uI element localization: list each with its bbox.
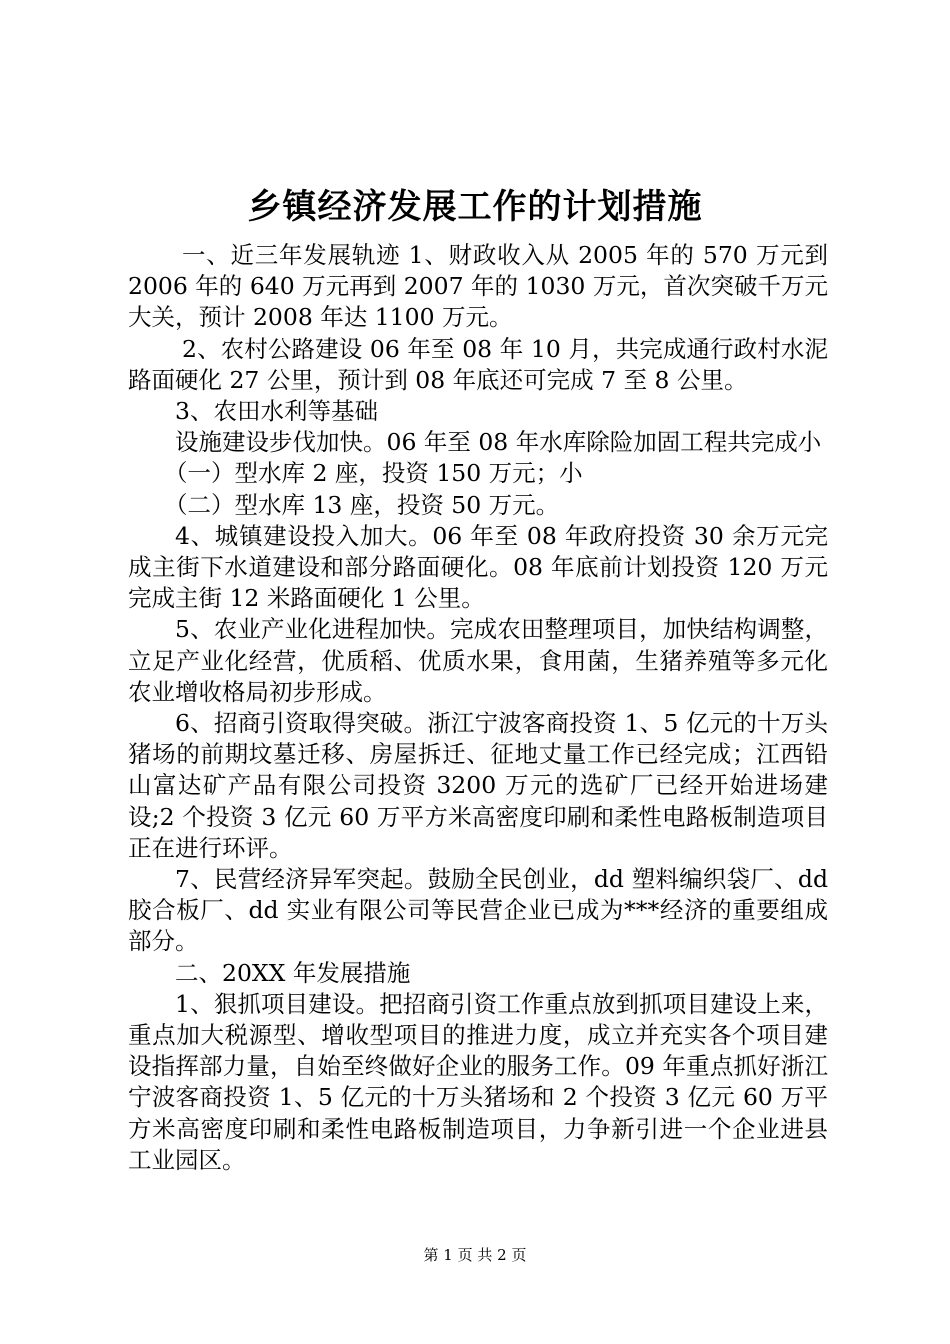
document-title: 乡镇经济发展工作的计划措施 <box>247 187 703 227</box>
section-heading-2: 二、20XX 年发展措施 <box>175 958 411 987</box>
paragraph-12: 1、狠抓项目建设。把招商引资工作重点放到抓项目建设上来，重点加大税源型、增收型项目的推进力度，成立并充实各个项目建设指挥部力量，自始至终做好企业的服务工作。09 年重点抓好浙江宁波客商投资 1、5 亿元的十万头猪场和 2 个投资 3 亿元 60 万平方米高密度印刷和柔性电路板制造项目，力争新引进一个企业进县工业园区。 <box>128 989 828 1174</box>
paragraph-1: 一、近三年发展轨迹 1、财政收入从 2005 年的 570 万元到 2006 年的 640 万元再到 2007 年的 1030 万元，首次突破千万元大关，预计 2008 年达 1100 万元。 <box>128 241 828 332</box>
paragraph-6: （二）型水库 13 座，投资 50 万元。 <box>164 490 560 519</box>
paragraph-5: （一）型水库 2 座，投资 150 万元；小 <box>164 459 583 488</box>
paragraph-10: 7、民营经济异军突起。鼓励全民创业，dd 塑料编织袋厂、dd 胶合板厂、dd 实业有限公司等民营企业已成为***经济的重要组成部分。 <box>128 865 828 956</box>
paragraph-8: 5、农业产业化进程加快。完成农田整理项目，加快结构调整，立足产业化经营，优质稻、优质水果，食用菌，生猪养殖等多元化农业增收格局初步形成。 <box>128 615 828 706</box>
paragraph-9: 6、招商引资取得突破。浙江宁波客商投资 1、5 亿元的十万头猪场的前期坟墓迁移、房屋拆迁、征地丈量工作已经完成；江西铅山富达矿产品有限公司投资 3200 万元的选矿厂已经开始进场建设;2 个投资 3 亿元 60 万平方米高密度印刷和柔性电路板制造项目正在进行环评。 <box>128 709 828 862</box>
page-number: 第 1 页 共 2 页 <box>423 1246 527 1264</box>
paragraph-2: 2、农村公路建设 06 年至 08 年 10 月，共完成通行政村水泥路面硬化 27 公里，预计到 08 年底还可完成 7 至 8 公里。 <box>128 334 828 394</box>
document-body <box>128 240 828 1176</box>
paragraph-4: 设施建设步伐加快。06 年至 08 年水库除险加固工程共完成小 <box>175 428 822 457</box>
paragraph-3: 3、农田水利等基础 <box>175 397 378 426</box>
paragraph-7: 4、城镇建设投入加大。06 年至 08 年政府投资 30 余万元完成主街下水道建设和部分路面硬化。08 年底前计划投资 120 万元完成主街 12 米路面硬化 1 公里。 <box>128 521 828 613</box>
